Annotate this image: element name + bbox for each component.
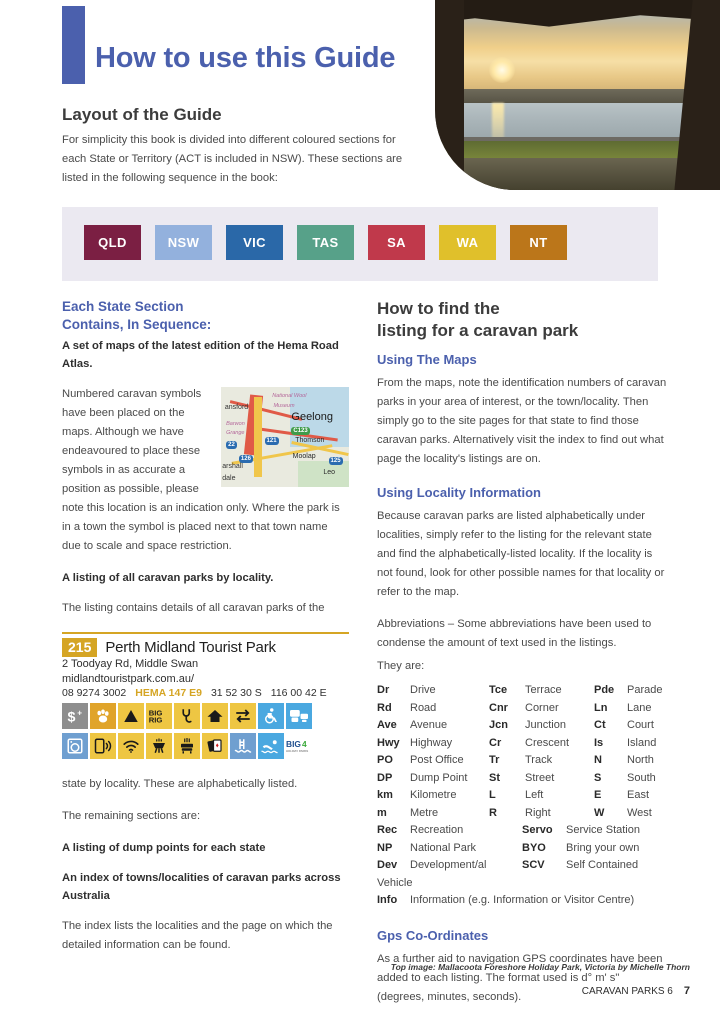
abbreviations-trailing-word: Vehicle (377, 876, 413, 889)
photo-sun (489, 57, 515, 83)
abbreviation-cell (377, 770, 489, 788)
abbreviation-full: Bring your own (566, 841, 640, 854)
abbrev-info-full: Information (e.g. Information or Visitor Centre) (410, 894, 635, 906)
gps-coordinates-paragraph: As a further aid to navigation GPS coordinates have been added to each listing. The format used is d° m' s" (degrees, minutes, seconds). (377, 952, 663, 1003)
abbreviation-full: Right (525, 806, 551, 819)
svg-text:4: 4 (302, 738, 307, 749)
swimming-pool-icon (230, 733, 256, 759)
abbreviation-full: Kilometre (410, 789, 457, 801)
abbreviation-short: N (594, 754, 602, 766)
abbreviations-info-row (377, 892, 669, 910)
map-label-arshall: arshall (222, 463, 243, 470)
abbreviations-wide-rows (377, 822, 669, 875)
listing-website[interactable]: midlandtouristpark.com.au/ (62, 672, 195, 685)
price-icon (62, 703, 88, 729)
abbreviation-short: Dr (377, 684, 390, 696)
abbreviation-full: Track (525, 754, 553, 766)
abbreviation-short: Tce (489, 684, 508, 696)
listing-phone: 08 9274 3002 (62, 687, 127, 699)
listing-by-locality-bold: A listing of all caravan parks by locality. (62, 572, 274, 584)
listing-latitude: 31 52 30 S (210, 687, 262, 699)
abbreviation-cell (489, 682, 594, 700)
abbreviation-row (377, 700, 669, 718)
map-label-barwon: Barwon (226, 421, 245, 427)
abbreviation-short: Tr (489, 754, 500, 766)
abbreviation-short: L (489, 789, 496, 801)
how-to-find-line-1: How to find the (377, 299, 500, 318)
big-rig-icon (146, 703, 172, 729)
abbreviation-short: S (594, 771, 602, 784)
state-badge-label: NT (529, 235, 548, 250)
abbreviation-full: Street (525, 771, 555, 784)
abbreviation-cell (377, 717, 489, 735)
abbreviation-cell (489, 735, 594, 753)
abbreviation-cell (594, 752, 669, 770)
state-badge-nsw[interactable] (155, 225, 212, 260)
abbreviation-full: North (627, 754, 654, 766)
numbered-symbols-paragraph: Numbered caravan symbols have been placed on the maps. Although we have endeavoured to place these symbols in as accurate a position as possible, please note this location is an indication only. Where the park is in a town the symbol is placed next to that town name due to scale and space restriction. (62, 388, 340, 552)
abbreviation-full: Drive (410, 684, 436, 696)
using-the-maps-heading: Using The Maps (377, 352, 477, 367)
abbreviation-cell (594, 735, 669, 753)
photo-credit: Top image: Mallacoota Foreshore Holiday Park, Victoria by Michelle Thorn (390, 962, 690, 972)
photo-tent-left-edge (435, 0, 464, 190)
abbreviation-cell (522, 822, 640, 840)
tent-site-icon (118, 703, 144, 729)
page-header (0, 0, 720, 200)
map-shield-121: 121 (266, 438, 277, 444)
state-by-locality-paragraph: state by locality. These are alphabetically listed. (62, 778, 298, 790)
wifi-icon (118, 733, 144, 759)
abbrev-info-short: Info (377, 894, 398, 906)
abbreviation-short: Jcn (489, 719, 508, 731)
sample-listing-card (62, 632, 349, 759)
abbreviation-short: R (489, 806, 497, 819)
big4-logo (286, 733, 312, 759)
abbreviation-short: St (489, 771, 500, 784)
remaining-sections-paragraph: The remaining sections are: (62, 810, 201, 822)
listing-address: 2 Toodyay Rd, Middle Swan (62, 658, 199, 670)
state-badge-vic[interactable] (226, 225, 283, 260)
abbreviation-short: DP (377, 771, 393, 784)
abbreviation-row (377, 805, 669, 823)
laundry-icon (62, 733, 88, 759)
abbreviation-full: Avenue (410, 719, 448, 731)
abbreviation-short: E (594, 789, 602, 801)
listing-facility-icons-row-2 (62, 733, 349, 759)
abbreviation-full: Dump Point (410, 771, 468, 784)
pets-icon (90, 703, 116, 729)
abbreviation-full: Court (627, 719, 654, 731)
abbreviation-cell (594, 700, 669, 718)
abbreviation-full: Metre (410, 806, 439, 819)
state-badge-wa[interactable] (439, 225, 496, 260)
swimming-icon (258, 733, 284, 759)
abbreviation-cell (594, 717, 669, 735)
abbreviations-table (377, 682, 669, 910)
abbreviation-cell (489, 770, 594, 788)
abbreviation-short: m (377, 806, 387, 819)
abbreviation-cell (522, 840, 639, 858)
caravan-ensuite-icon (286, 703, 312, 729)
drive-through-icon (230, 703, 256, 729)
listing-number-badge: 215 (62, 638, 97, 657)
each-state-section-heading (62, 298, 349, 333)
abbreviation-full: Self Contained (566, 859, 639, 871)
listing-park-name: Perth Midland Tourist Park (105, 639, 276, 656)
layout-intro-paragraph: For simplicity this book is divided into different coloured sections for each State or Territory (ACT is included in NSW). These sections are listed in the following sequence in the book: (62, 134, 403, 184)
svg-text:BIG: BIG (286, 738, 301, 749)
map-label-thomson: Thomson (295, 437, 325, 444)
map-label-geelong: Geelong (291, 411, 333, 423)
accessible-icon (258, 703, 284, 729)
abbreviation-short: Servo (522, 824, 553, 836)
abbreviation-short: Cr (489, 736, 502, 749)
abbreviation-cell (594, 787, 669, 805)
abbreviation-full: Junction (525, 719, 566, 731)
abbreviation-short: Dev (377, 859, 398, 871)
listing-facility-icons-row-1 (62, 703, 349, 729)
abbreviation-short: Rd (377, 701, 392, 714)
abbreviation-cell (489, 700, 594, 718)
abbreviation-full: Road (410, 701, 437, 714)
state-badge-label: TAS (312, 235, 339, 250)
how-to-find-line-2: listing for a caravan park (377, 321, 579, 340)
abbreviation-wide-row (377, 840, 669, 858)
state-sections-strip (62, 207, 658, 281)
state-badge-label: NSW (167, 235, 200, 250)
svg-text:RIG: RIG (148, 715, 163, 725)
abbreviation-cell (522, 857, 638, 875)
abbreviation-short: Is (594, 736, 604, 749)
state-badge-list (84, 225, 567, 260)
map-and-text-block (62, 385, 349, 556)
abbreviation-cell (377, 805, 489, 823)
svg-text:+: + (77, 708, 83, 718)
abbreviation-short: PO (377, 754, 393, 766)
state-badge-sa[interactable] (368, 225, 425, 260)
map-shield-22: 22 (228, 442, 235, 448)
layout-of-the-guide-heading: Layout of the Guide (62, 105, 222, 124)
how-to-find-heading (377, 298, 669, 342)
listing-longitude: 116 00 42 E (270, 687, 327, 699)
abbreviation-short: SCV (522, 859, 545, 871)
map-shield-126: 126 (240, 456, 251, 462)
abbreviation-short: NP (377, 841, 393, 854)
listing-meta-row (62, 687, 349, 699)
abbreviation-short: BYO (522, 841, 546, 854)
title-accent-bar (62, 6, 85, 84)
heading-line-1: Each State Section (62, 299, 184, 314)
abbreviation-full: Parade (627, 684, 663, 696)
abbreviation-short: Hwy (377, 736, 400, 749)
abbreviation-full: Recreation (410, 824, 464, 836)
right-column (377, 298, 669, 1020)
abbreviation-full: Lane (627, 701, 652, 714)
listing-hema-reference: HEMA 147 E9 (135, 687, 202, 699)
state-badge-label: QLD (98, 235, 127, 250)
abbreviation-cell (377, 787, 489, 805)
abbreviation-cell (377, 735, 489, 753)
locality-information-paragraph: Because caravan parks are listed alphabetically under localities, simply refer to the listing for the relevant state and find the alphabetically-listed locality. If the locality is not found, look for other possible names for that locality or refer to the map. (377, 510, 665, 598)
using-locality-information-heading: Using Locality Information (377, 485, 541, 500)
maps-bold-statement: A set of maps of the latest edition of the Hema Road Atlas. (62, 340, 339, 370)
abbreviation-cell (594, 770, 669, 788)
abbreviation-short: Rec (377, 824, 398, 836)
abbreviation-cell (489, 752, 594, 770)
map-shield-125: 125 (330, 458, 341, 464)
abbreviation-cell (489, 805, 594, 823)
they-are-paragraph: They are: (377, 660, 425, 672)
map-label-ansford: ansford (224, 404, 249, 411)
abbreviation-full: Post Office (410, 754, 464, 766)
abbreviation-cell (594, 682, 669, 700)
map-label-leo: Leo (323, 469, 336, 476)
abbreviation-cell (594, 805, 669, 823)
state-badge-label: VIC (243, 235, 266, 250)
abbreviation-full: Island (627, 736, 657, 749)
abbreviations-intro-paragraph: Abbreviations – Some abbreviations have been used to condense the amount of text used in the listings. (377, 618, 652, 649)
heading-line-2: Contains, In Sequence: (62, 316, 212, 332)
map-label-museum: Museum (273, 403, 295, 409)
footer-book-title: CARAVAN PARKS 6 (581, 986, 673, 997)
abbreviation-short: W (594, 806, 605, 819)
abbreviation-short: Ct (594, 719, 606, 731)
listing-title-row (62, 638, 349, 657)
cabin-icon (202, 703, 228, 729)
svg-text:HOLIDAY PARKS: HOLIDAY PARKS (286, 750, 309, 754)
abbreviation-short: Ln (594, 701, 608, 714)
camp-kitchen-icon (174, 733, 200, 759)
state-badge-label: WA (456, 235, 479, 250)
abbreviation-cell (377, 682, 489, 700)
abbreviation-short: Cnr (489, 701, 508, 714)
abbreviation-full: Highway (410, 736, 453, 749)
map-shield-c123: C123 (293, 428, 308, 434)
abbreviation-full: Left (525, 789, 544, 801)
games-room-icon (202, 733, 228, 759)
abbreviation-row (377, 770, 669, 788)
abbreviation-cell (377, 822, 522, 840)
map-road-6 (254, 397, 262, 477)
abbreviation-full: Corner (525, 701, 559, 714)
abbreviation-wide-row (377, 857, 669, 875)
abbreviation-cell (489, 717, 594, 735)
hero-photo (435, 0, 720, 190)
map-label-dale: dale (222, 475, 236, 482)
page-footer (0, 985, 690, 997)
gps-coordinates-heading: Gps Co-Ordinates (377, 927, 489, 943)
index-description-paragraph: The index lists the localities and the page on which the detailed information can be found. (62, 920, 333, 951)
abbreviation-wide-row (377, 822, 669, 840)
abbreviation-full: Service Station (566, 824, 640, 836)
abbreviation-row (377, 717, 669, 735)
abbreviation-cell (377, 752, 489, 770)
abbreviation-short: Pde (594, 684, 615, 696)
bbq-icon (146, 733, 172, 759)
map-label-moolap: Moolap (292, 453, 316, 460)
abbreviation-row (377, 787, 669, 805)
powered-site-icon (174, 703, 200, 729)
abbreviation-full: Crescent (525, 736, 570, 749)
state-badge-nt[interactable] (510, 225, 567, 260)
abbreviation-full: East (627, 789, 650, 801)
state-badge-tas[interactable] (297, 225, 354, 260)
abbreviation-cell (377, 700, 489, 718)
page-title: How to use this Guide (95, 42, 396, 74)
abbreviation-short: Ave (377, 719, 397, 731)
abbreviation-full: National Park (410, 841, 477, 854)
abbreviation-full: South (627, 771, 656, 784)
abbreviation-row (377, 752, 669, 770)
footer-page-number: 7 (683, 985, 690, 997)
left-column (62, 298, 349, 968)
abbreviation-full: West (627, 806, 652, 819)
abbreviation-cell (489, 787, 594, 805)
abbreviation-row (377, 735, 669, 753)
abbreviation-row (377, 682, 669, 700)
map-label-grange: Grange (226, 430, 245, 436)
abbreviation-full: Development/al (410, 859, 487, 871)
index-of-towns-bold: An index of towns/localities of caravan parks across Australia (62, 872, 341, 902)
abbreviation-cell (377, 840, 522, 858)
abbreviation-full: Terrace (525, 684, 562, 696)
mobile-coverage-icon (90, 733, 116, 759)
map-thumbnail (221, 387, 349, 487)
abbreviation-short: km (377, 789, 393, 801)
listing-contains-paragraph: The listing contains details of all caravan parks of the (62, 602, 325, 614)
abbreviations-grid-rows (377, 682, 669, 822)
svg-text:BIG: BIG (148, 708, 163, 718)
map-label-museum-top: National Wool (272, 393, 307, 399)
abbreviation-cell (377, 857, 522, 875)
state-badge-qld[interactable] (84, 225, 141, 260)
svg-text:$: $ (67, 709, 76, 725)
state-badge-label: SA (387, 235, 406, 250)
dump-points-bold: A listing of dump points for each state (62, 842, 266, 854)
using-the-maps-paragraph: From the maps, note the identification numbers of caravan parks in your area of interest, or the town/locality. Then simply go to the site pages for that state to find those caravan parks. Alternatively visit the index to find out what page the locality's listings are on. (377, 377, 667, 465)
